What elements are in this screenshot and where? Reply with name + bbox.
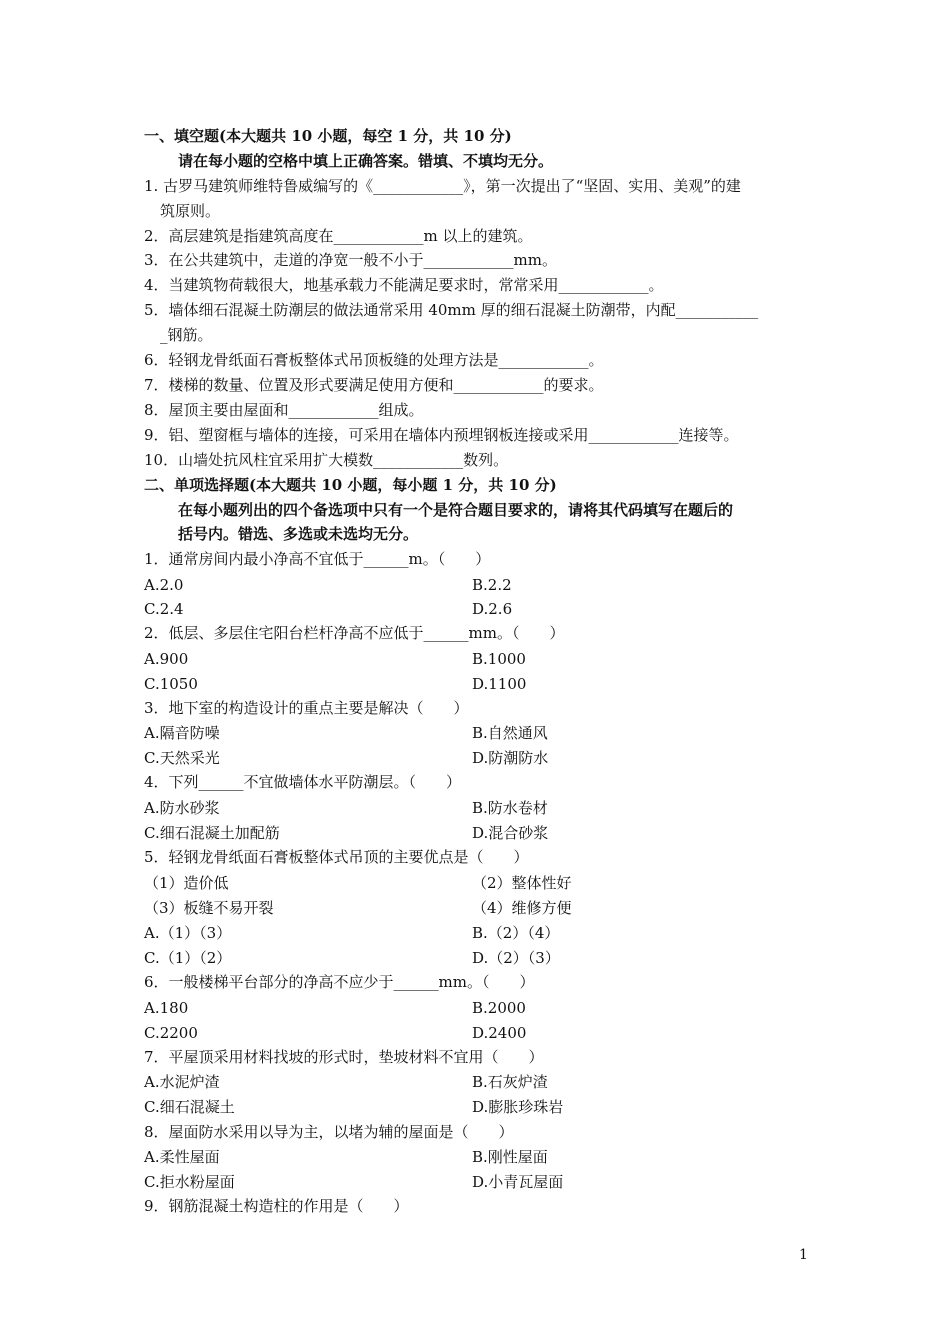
choice-question-7-option-b: B.石灰炉渣 xyxy=(472,1073,548,1091)
fill-question-10: 10．山墙处抗风柱宜采用扩大模数____________数列。 xyxy=(144,451,509,469)
section2-title: 二、单项选择题(本大题共 10 小题，每小题 1 分，共 10 分) xyxy=(144,476,557,494)
choice-question-3-option-a: A.隔音防噪 xyxy=(144,724,220,742)
choice-question-2-stem: 2．低层、多层住宅阳台栏杆净高不应低于______mm。（ ） xyxy=(144,624,565,642)
section2-instruction-line2: 括号内。错选、多选或未选均无分。 xyxy=(178,525,419,543)
choice-question-1-option-d: D.2.6 xyxy=(472,600,513,618)
choice-question-4-option-a: A.防水砂浆 xyxy=(144,799,220,817)
choice-question-2-option-a: A.900 xyxy=(144,650,189,668)
choice-question-5-option-d: D.（2）（3） xyxy=(472,949,560,967)
section1-title: 一、填空题(本大题共 10 小题，每空 1 分，共 10 分) xyxy=(144,127,512,145)
choice-question-5-option-a: A.（1）（3） xyxy=(144,924,232,942)
fill-question-2: 2．高层建筑是指建筑高度在____________m 以上的建筑。 xyxy=(144,227,533,245)
choice-question-2-option-b: B.1000 xyxy=(472,650,526,668)
choice-question-6-option-b: B.2000 xyxy=(472,999,526,1017)
choice-question-4-option-c: C.细石混凝土加配筋 xyxy=(144,824,280,842)
choice-question-1-option-b: B.2.2 xyxy=(472,576,512,594)
choice-question-4-option-b: B.防水卷材 xyxy=(472,799,548,817)
fill-question-8: 8．屋顶主要由屋面和____________组成。 xyxy=(144,401,424,419)
choice-question-5-item-3: （3）板缝不易开裂 xyxy=(144,899,274,917)
choice-question-2-option-d: D.1100 xyxy=(472,675,527,693)
choice-question-4-stem: 4．下列______不宜做墙体水平防潮层。（ ） xyxy=(144,773,462,791)
choice-question-1-option-c: C.2.4 xyxy=(144,600,184,618)
section2-instruction-line1: 在每小题列出的四个备选项中只有一个是符合题目要求的，请将其代码填写在题后的 xyxy=(178,501,734,519)
choice-question-5-option-b: B.（2）（4） xyxy=(472,924,560,942)
choice-question-7-option-d: D.膨胀珍珠岩 xyxy=(472,1098,564,1116)
choice-question-8-option-d: D.小青瓦屋面 xyxy=(472,1173,564,1191)
section1-instruction: 请在每小题的空格中填上正确答案。错填、不填均无分。 xyxy=(178,152,554,170)
choice-question-6-option-c: C.2200 xyxy=(144,1024,198,1042)
choice-question-2-option-c: C.1050 xyxy=(144,675,198,693)
choice-question-4-option-d: D.混合砂浆 xyxy=(472,824,549,842)
page-number: 1 xyxy=(799,1247,808,1263)
fill-question-5-continued: _钢筋。 xyxy=(160,326,213,344)
choice-question-6-stem: 6．一般楼梯平台部分的净高不应少于______mm。（ ） xyxy=(144,973,535,991)
choice-question-5-option-c: C.（1）（2） xyxy=(144,949,232,967)
choice-question-8-option-a: A.柔性屋面 xyxy=(144,1148,220,1166)
choice-question-5-item-4: （4）维修方便 xyxy=(472,899,572,917)
choice-question-9-stem: 9．钢筋混凝土构造柱的作用是（ ） xyxy=(144,1197,409,1215)
choice-question-5-item-1: （1）造价低 xyxy=(144,874,229,892)
fill-question-7: 7．楼梯的数量、位置及形式要满足使用方便和____________的要求。 xyxy=(144,376,604,394)
choice-question-8-option-c: C.拒水粉屋面 xyxy=(144,1173,235,1191)
choice-question-8-option-b: B.刚性屋面 xyxy=(472,1148,548,1166)
choice-question-1-stem: 1．通常房间内最小净高不宜低于______m。（ ） xyxy=(144,550,491,568)
fill-question-1-continued: 筑原则。 xyxy=(160,202,221,220)
choice-question-7-option-c: C.细石混凝土 xyxy=(144,1098,235,1116)
fill-question-9: 9．铝、塑窗框与墙体的连接，可采用在墙体内预埋钢板连接或采用____________连接等。 xyxy=(144,426,739,444)
choice-question-6-option-d: D.2400 xyxy=(472,1024,527,1042)
choice-question-6-option-a: A.180 xyxy=(144,999,189,1017)
choice-question-5-item-2: （2）整体性好 xyxy=(472,874,572,892)
choice-question-1-option-a: A.2.0 xyxy=(144,576,184,594)
choice-question-3-stem: 3．地下室的构造设计的重点主要是解决（ ） xyxy=(144,699,469,717)
choice-question-7-stem: 7．平屋顶采用材料找坡的形式时，垫坡材料不宜用（ ） xyxy=(144,1048,544,1066)
fill-question-5: 5．墙体细石混凝土防潮层的做法通常采用 40mm 厚的细石混凝土防潮带，内配___________ xyxy=(144,301,759,319)
choice-question-5-stem: 5．轻钢龙骨纸面石膏板整体式吊顶的主要优点是（ ） xyxy=(144,848,529,866)
fill-question-1: 1. 古罗马建筑师维特鲁威编写的《____________》，第一次提出了“坚固、实用、美观”的建 xyxy=(144,177,741,195)
fill-question-3: 3．在公共建筑中，走道的净宽一般不小于____________mm。 xyxy=(144,251,557,269)
fill-question-4: 4．当建筑物荷载很大，地基承载力不能满足要求时，常常采用____________。 xyxy=(144,276,664,294)
choice-question-3-option-b: B.自然通风 xyxy=(472,724,548,742)
fill-question-6: 6．轻钢龙骨纸面石膏板整体式吊顶板缝的处理方法是____________。 xyxy=(144,351,604,369)
choice-question-7-option-a: A.水泥炉渣 xyxy=(144,1073,220,1091)
choice-question-3-option-c: C.天然采光 xyxy=(144,749,220,767)
choice-question-3-option-d: D.防潮防水 xyxy=(472,749,549,767)
choice-question-8-stem: 8．屋面防水采用以导为主，以堵为辅的屋面是（ ） xyxy=(144,1123,514,1141)
